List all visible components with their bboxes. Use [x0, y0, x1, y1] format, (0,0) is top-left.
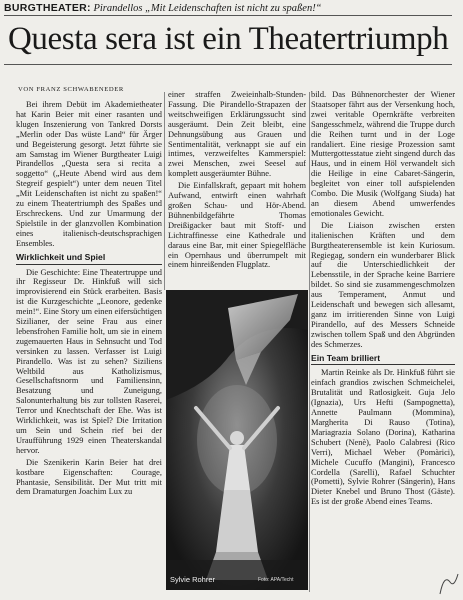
- kicker-quote: Pirandellos „Mit Leidenschaften ist nicht zu spaßen!“: [93, 3, 322, 14]
- photo-credit: Foto: APA/Techt: [258, 577, 294, 583]
- kicker-label: BURGTHEATER:: [4, 2, 91, 14]
- column-divider-2: [309, 92, 310, 592]
- paragraph-fassung: einer straffen Zweieinhalb-Stunden-Fassung. Die Pirandello-Strapazen der weitschweifigen Erklärungssucht sind ausgeräumt. Dein Zeit bleibt, eine Dehnungsübung aus Grauen und Sentimentalität, verknappt sie auf ein intimes, verzweifeltes Kammerspiel: zwei Menschen, zwei Seesel auf komplett ausgeräumter Bühne.: [168, 90, 306, 179]
- paragraph-liaison: Die Liaison zwischen ersten italienischen Kräften und dem Burgtheaterensemble ist kein Kuriosum. Regiegag, sondern ein wunderbarer Blick auf die Unterschiedlichkeit der Lebensstile, in der Sprache keine Barriere bildet. So sind sie zusammengeschmolzen aus Temperament, Anmut und Leidenschaft und bewegen sich allesamt, ganz im irritierenden Sinne von Luigi Pirandello, auf des Messers Schneide zwischen tollem Spaß und den Abgründen des Schmerzes.: [311, 220, 455, 349]
- headline-rule: [4, 64, 452, 65]
- column-3: [311, 90, 455, 595]
- stage-photo-image: [166, 290, 308, 590]
- column-divider-1: [164, 92, 165, 290]
- paragraph-story: Die Geschichte: Eine Theatertruppe und ihr Regisseur Dr. Hinkfuß will sich improvisierend ein Stück erarbeiten. Basis ist die Kurzgeschichte „Leonore, gedenke mein!“. Eine Story um einen eifersüchtigen Sizilianer, der seine Frau aus einer lebensfrohen Familie holt, um sie in einem zugemauerten Haus in Sehnsucht und Tod versinken zu lassen. Verfasser ist Luigi Pirandello. Was ist zu sehen? Siziliens Weltbild aus Katholizismus, Gesellschaftsnorm und Familiensinn, Besatzung und Zuneigung, Salonunterhaltung bis zur tollsten Raserei, Terror und Knechtschaft der Ehe. Was ist Wirklichkeit, was ist Spiel? Die Irritation um Sein und Schein rief bei der Uraufführung 1929 einen Theaterskandal hervor.: [16, 267, 162, 455]
- paragraph-cast: Martin Reinke als Dr. Hinkfuß führt sie einfach grandios zwischen Schmeichelei, Brutalität und Ratlosigkeit. Guja Jelo (Ignazia), Urs Hefti (Sampognetta), Annette Paulmann (Mommina), Margherita Di Rauso (Totina), Mariagrazia Solano (Dorina), Katharina Schubert (Nenè), Paolo Calabresi (Rico Verri), Michael Weber (Pomàrici), Michele Cucuffo (Mangini), Francesco Cordella (Sarelli), Rafael Schuchter (Pometti), Sylvie Rohrer (Sängerin), Hans Dieter Knebel und Bruno Thost (Gäste). Es ist der große Abend eines Teams.: [311, 368, 455, 507]
- subheading-team: Ein Team brilliert: [311, 354, 455, 366]
- paragraph-einfallskraft: Die Einfallskraft, gepaart mit hohem Aufwand, entwirft einen wahrhaft großen Schau- und Hör-Abend. Bühnenbildgefährte Thomas Dreißigacker baut mit Stoff- und Lichtraffinesse eine Kathedrale und daraus eine Bar, mit einer Spiegelfläche ein Opernhaus und überrumpelt mit einem hinreißenden Flugplatz.: [168, 181, 306, 270]
- subheading-wirklichkeit: Wirklichkeit und Spiel: [16, 253, 162, 265]
- byline: VON FRANZ SCHWABENEDER: [18, 86, 124, 93]
- photo-caption: Sylvie Rohrer: [170, 575, 216, 584]
- paragraph-director: Die Szenikerin Karin Beier hat drei kostbare Eigenschaften: Courage, Phantasie, Sensibilität. Der Mut tritt mit dem Dramaturgen Joachim Lux zu: [16, 457, 162, 497]
- handwritten-mark-icon: [436, 568, 462, 598]
- paragraph-buehnenorchester: bild. Das Bühnenorchester der Wiener Staatsoper fährt aus der Versenkung hoch, zwei veritable Opernkräfte verbreiten Sangesschmelz, während die Truppe durch die Reihen turnt und in der Loge randaliert. Eine riesige Prozession samt Muttergottesstatue zieht singend durch das Haus, und in einem Höl verwandelt sich die Heilige in eine Cabaret-Sängerin, begleitet von einer toll aufspielenden Combo. Die Musik (Wolfgang Siuda) hat an diesem Abend umwerfendes emotionales Gewicht.: [311, 90, 455, 218]
- headline: Questa sera ist ein Theatertriumph: [8, 21, 449, 57]
- kicker: [4, 2, 444, 14]
- column-2: [168, 90, 306, 288]
- stage-photo: [166, 290, 308, 590]
- paragraph-intro: Bei ihrem Debüt im Akademietheater hat Karin Beier mit einer rasanten und klugen Inszenierung von Tankred Dorsts „Merlin oder Das wüste Land“ für Ärger und Begeisterung gesorgt. Jetzt führte sie am Samstag im Wiener Burgtheater Luigi Pirandellos „Questa sera si recita a soggetto“ („Heute Abend wird aus dem Stegreif gespielt“) unter dem neuen Titel „Mit Leidenschaften ist nicht zu spaßen!“ zu einem Theatertriumph des Spaßes und Erschreckens. Und zur Umarmung der Spielstile in der glanzvollen Kombination eines italienisch-deutschsprachigen Ensembles.: [16, 100, 162, 248]
- column-1: [16, 100, 162, 595]
- kicker-rule: [4, 15, 452, 16]
